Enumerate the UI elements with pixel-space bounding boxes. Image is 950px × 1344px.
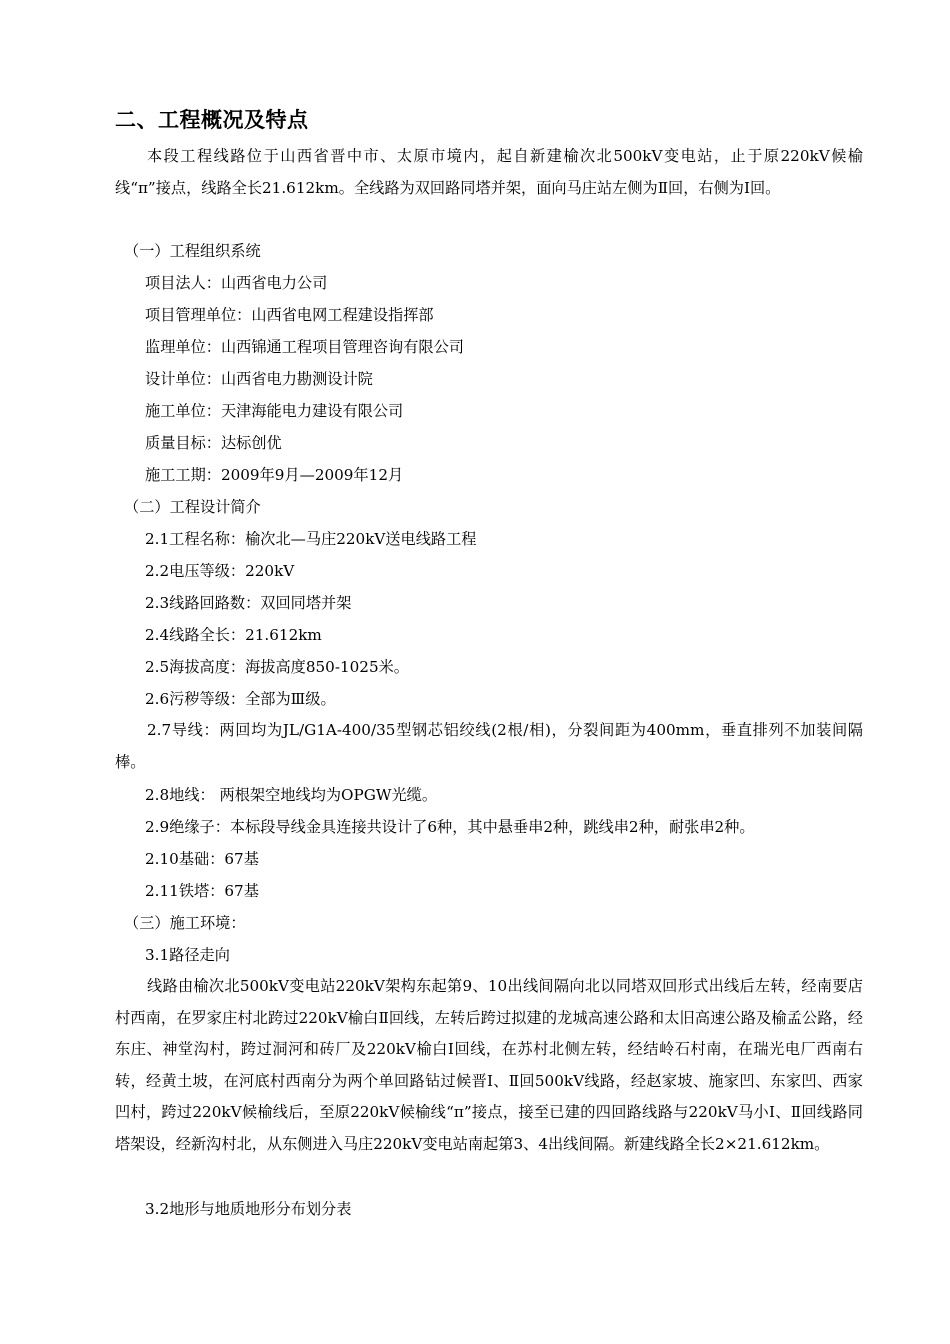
design-item-insulator: 2.9绝缘子：本标段导线金具连接共设计了6种，其中悬垂串2种，跳线串2种，耐张串2种。 (145, 818, 755, 836)
design-item-circuits: 2.3线路回路数：双回同塔并架 (145, 594, 352, 612)
section1-title: （一）工程组织系统 (124, 242, 261, 260)
design-item-altitude: 2.5海拔高度：海拔高度850-1025米。 (145, 658, 409, 676)
org-item-design: 设计单位：山西省电力勘测设计院 (145, 370, 373, 388)
design-item-length: 2.4线路全长：21.612km (145, 626, 322, 644)
section2-title: （二）工程设计简介 (124, 498, 261, 516)
design-item-conductor: 2.7导线：两回均为JL/G1A-400/35型钢芯铝绞线(2根/相)，分裂间距为400mm，垂直排列不加装间隔棒。 (115, 721, 863, 771)
design-item-tower: 2.11铁塔：67基 (145, 882, 259, 900)
terrain-heading: 3.2地形与地质地形分布划分表 (145, 1200, 352, 1218)
design-item-groundwire: 2.8地线： 两根架空地线均为OPGW光缆。 (145, 786, 438, 804)
org-item-management: 项目管理单位：山西省电网工程建设指挥部 (145, 306, 434, 324)
org-item-construction: 施工单位：天津海能电力建设有限公司 (145, 402, 404, 420)
route-heading: 3.1路径走向 (145, 946, 230, 964)
design-item-voltage: 2.2电压等级：220kV (145, 562, 295, 580)
org-item-legal-person: 项目法人：山西省电力公司 (145, 274, 328, 292)
org-item-quality: 质量目标：达标创优 (145, 434, 282, 452)
org-item-schedule: 施工工期：2009年9月—2009年12月 (145, 466, 404, 484)
intro-paragraph: 本段工程线路位于山西省晋中市、太原市境内，起自新建榆次北500kV变电站，止于原220kV候榆线“π”接点，线路全长21.612km。全线路为双回路同塔并架，面向马庄站左侧为Ⅱ回，右侧为Ⅰ回。 (115, 147, 863, 197)
route-paragraph: 线路由榆次北500kV变电站220kV架构东起第9、10出线间隔向北以同塔双回形式出线后左转，经南要店村西南，在罗家庄村北跨过220kV榆白Ⅱ回线，左转后跨过拟建的龙城高速公路和太旧高速公路及榆孟公路，经东庄、神堂沟村，跨过洞河和砖厂及220kV榆白Ⅰ回线，在苏村北侧左转，经结岭石村南，在瑞光电厂西南右转，经黄土坡，在河底村西南分为两个单回路钻过候晋Ⅰ、Ⅱ回500kV线路，经赵家坡、施家凹、东家凹、西家凹村，跨过220kV候榆线后，至原220kV候榆线“π”接点，接至已建的四回路线路与220kV马小Ⅰ、Ⅱ回线路同塔架设，经新沟村北，从东侧进入马庄220kV变电站南起第3、4出线间隔。新建线路全长2×21.612km。 (115, 977, 863, 1153)
section3-title: （三）施工环境： (124, 914, 246, 932)
section-heading: 二、工程概况及特点 (115, 108, 309, 132)
design-item-pollution: 2.6污秽等级：全部为Ⅲ级。 (145, 690, 336, 708)
design-item-name: 2.1工程名称：榆次北—马庄220kV送电线路工程 (145, 530, 477, 548)
design-item-foundation: 2.10基础：67基 (145, 850, 259, 868)
org-item-supervision: 监理单位：山西锦通工程项目管理咨询有限公司 (145, 338, 464, 356)
